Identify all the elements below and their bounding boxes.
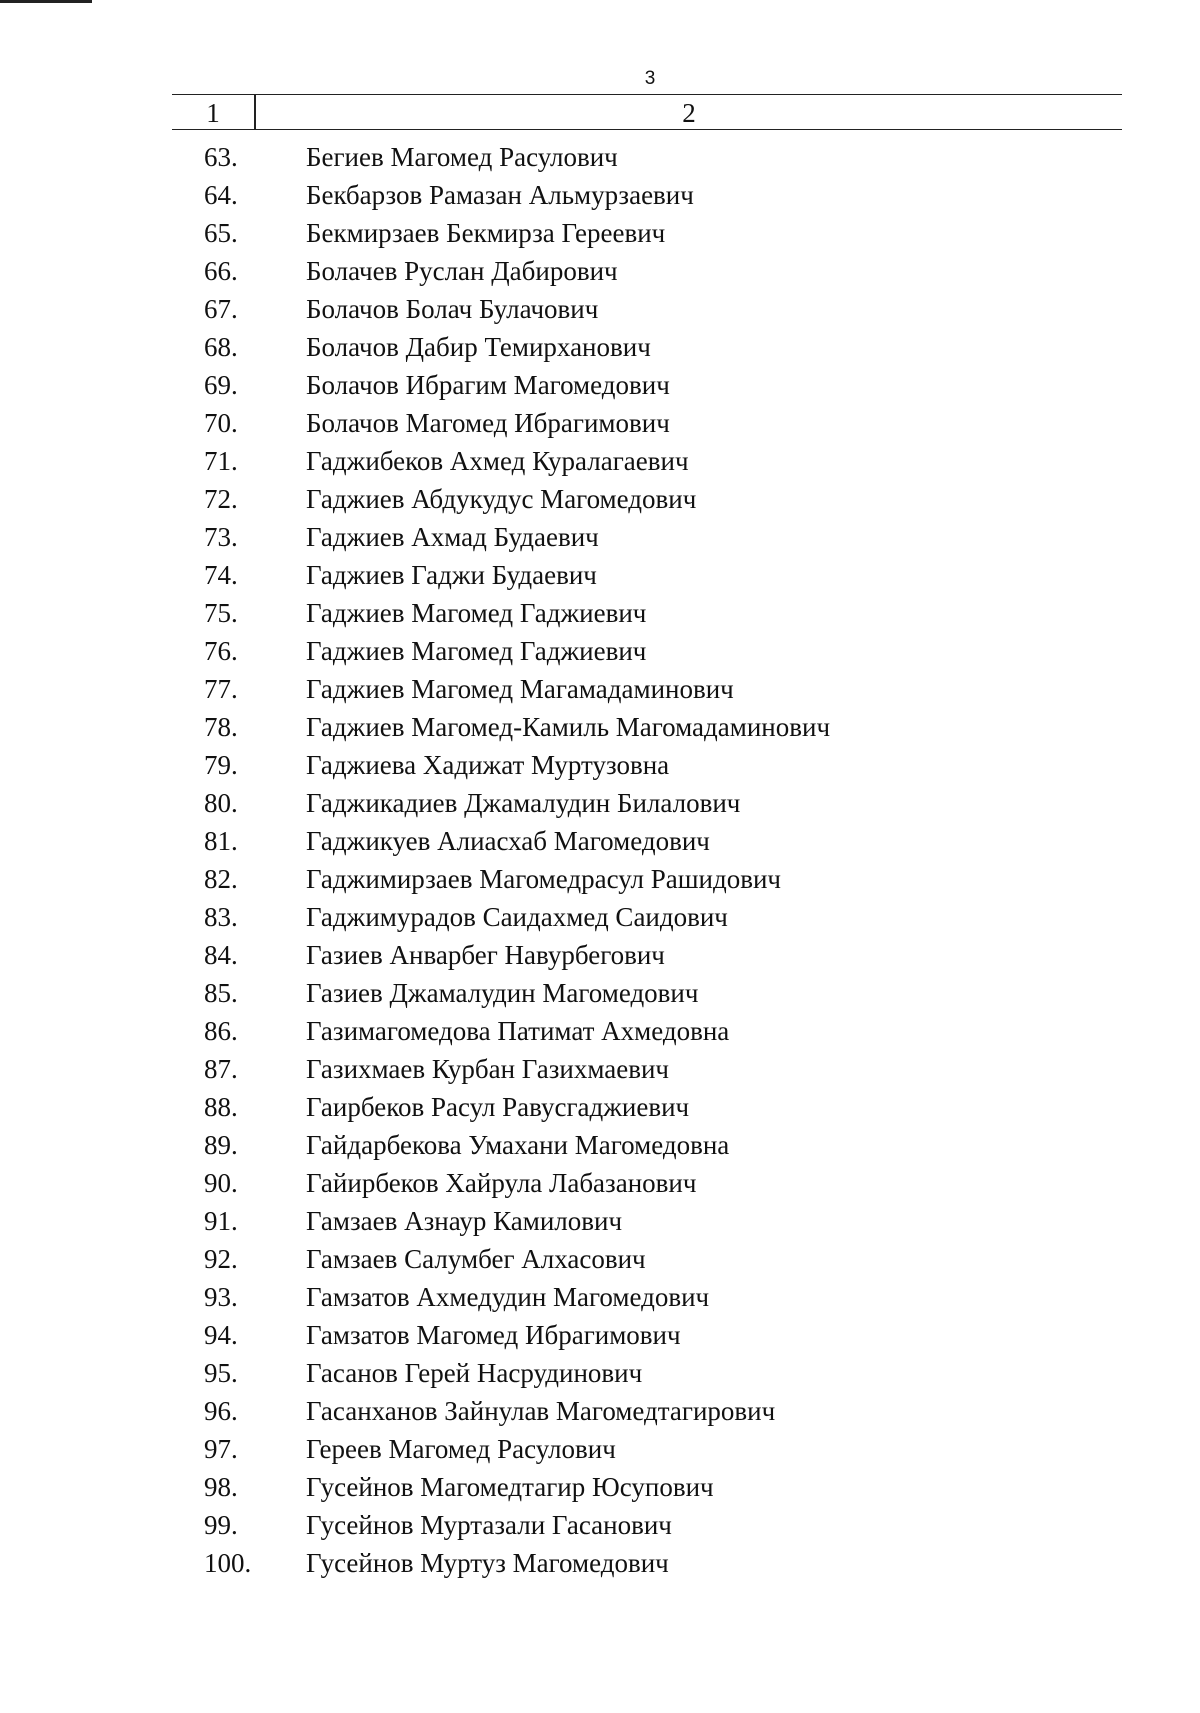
list-item-number: 82. (204, 864, 238, 894)
list-item (0, 138, 1200, 176)
list-item (0, 898, 1200, 936)
list-item-name: Гереев Магомед Расулович (306, 1434, 616, 1464)
list-item-number: 98. (204, 1472, 238, 1502)
list-item-number: 71. (204, 446, 238, 476)
list-item-number: 99. (204, 1510, 238, 1540)
list-item (0, 1126, 1200, 1164)
column-header-name: 2 (682, 98, 696, 128)
list-item-number: 64. (204, 180, 238, 210)
list-item-number: 84. (204, 940, 238, 970)
list-item (0, 746, 1200, 784)
list-item (0, 1240, 1200, 1278)
scan-edge-mark (0, 0, 92, 3)
list-item (0, 1468, 1200, 1506)
list-item-number: 67. (204, 294, 238, 324)
name-list (0, 138, 1200, 1582)
list-item-name: Гамзаев Салумбег Алхасович (306, 1244, 646, 1274)
list-item-name: Бегиев Магомед Расулович (306, 142, 618, 172)
list-item-name: Гаджикадиев Джамалудин Билалович (306, 788, 741, 818)
list-item (0, 290, 1200, 328)
list-item (0, 708, 1200, 746)
list-item (0, 556, 1200, 594)
list-item (0, 214, 1200, 252)
list-item-number: 87. (204, 1054, 238, 1084)
list-item (0, 480, 1200, 518)
list-item-number: 77. (204, 674, 238, 704)
list-item-name: Гамзатов Ахмедудин Магомедович (306, 1282, 710, 1312)
list-item-name: Гайдарбекова Умахани Магомедовна (306, 1130, 730, 1160)
list-item-number: 93. (204, 1282, 238, 1312)
list-item-name: Болачов Болач Булачович (306, 294, 599, 324)
list-item (0, 822, 1200, 860)
list-item (0, 1392, 1200, 1430)
list-item-number: 90. (204, 1168, 238, 1198)
list-item-name: Гаджиев Магомед-Камиль Магомадаминович (306, 712, 831, 742)
list-item-number: 95. (204, 1358, 238, 1388)
list-item-number: 89. (204, 1130, 238, 1160)
list-item-number: 75. (204, 598, 238, 628)
list-item-number: 91. (204, 1206, 238, 1236)
list-item-number: 69. (204, 370, 238, 400)
list-item (0, 1316, 1200, 1354)
list-item-number: 68. (204, 332, 238, 362)
list-item-name: Болачов Дабир Темирханович (306, 332, 651, 362)
list-item-name: Болачов Магомед Ибрагимович (306, 408, 670, 438)
list-item-name: Болачев Руслан Дабирович (306, 256, 618, 286)
list-item-number: 74. (204, 560, 238, 590)
list-item-number: 72. (204, 484, 238, 514)
list-item-number: 96. (204, 1396, 238, 1426)
list-item (0, 784, 1200, 822)
list-item-number: 79. (204, 750, 238, 780)
list-item-name: Гаджиев Абдукудус Магомедович (306, 484, 697, 514)
list-item (0, 252, 1200, 290)
list-item-number: 66. (204, 256, 238, 286)
list-item-name: Гаджимирзаев Магомедрасул Рашидович (306, 864, 781, 894)
list-item-name: Гаджиев Магомед Гаджиевич (306, 598, 647, 628)
list-item (0, 1430, 1200, 1468)
table-header (172, 94, 1122, 130)
list-item (0, 1012, 1200, 1050)
list-item (0, 1278, 1200, 1316)
column-header-number: 1 (206, 98, 220, 128)
list-item-name: Гамзаев Азнаур Камилович (306, 1206, 623, 1236)
list-item-number: 70. (204, 408, 238, 438)
list-item-name: Гайирбеков Хайрула Лабазанович (306, 1168, 697, 1198)
list-item-number: 65. (204, 218, 238, 248)
list-item-name: Гаджибеков Ахмед Куралагаевич (306, 446, 689, 476)
list-item (0, 404, 1200, 442)
list-item-name: Гусейнов Муртуз Магомедович (306, 1548, 669, 1578)
list-item (0, 366, 1200, 404)
list-item (0, 1202, 1200, 1240)
list-item-name: Гасанханов Зайнулав Магомедтагирович (306, 1396, 776, 1426)
list-item (0, 974, 1200, 1012)
list-item-number: 80. (204, 788, 238, 818)
list-item (0, 1354, 1200, 1392)
list-item (0, 1544, 1200, 1582)
list-item (0, 1088, 1200, 1126)
list-item-name: Гасанов Герей Насрудинович (306, 1358, 643, 1388)
list-item-name: Бекмирзаев Бекмирза Гереевич (306, 218, 666, 248)
list-item (0, 442, 1200, 480)
list-item-name: Гаирбеков Расул Равусгаджиевич (306, 1092, 690, 1122)
list-item-name: Газихмаев Курбан Газихмаевич (306, 1054, 669, 1084)
list-item (0, 632, 1200, 670)
list-item-name: Газиев Анварбег Навурбегович (306, 940, 665, 970)
list-item (0, 328, 1200, 366)
list-item-number: 100. (204, 1548, 252, 1578)
list-item (0, 670, 1200, 708)
list-item-number: 86. (204, 1016, 238, 1046)
list-item-name: Гаджиев Магомед Магамадаминович (306, 674, 734, 704)
list-item (0, 518, 1200, 556)
list-item-number: 83. (204, 902, 238, 932)
list-item-number: 81. (204, 826, 238, 856)
list-item (0, 176, 1200, 214)
list-item-name: Гаджикуев Алиасхаб Магомедович (306, 826, 710, 856)
list-item (0, 936, 1200, 974)
list-item-number: 88. (204, 1092, 238, 1122)
list-item (0, 1506, 1200, 1544)
list-item-name: Газиев Джамалудин Магомедович (306, 978, 699, 1008)
list-item-name: Гамзатов Магомед Ибрагимович (306, 1320, 681, 1350)
list-item-name: Болачов Ибрагим Магомедович (306, 370, 670, 400)
list-item-number: 85. (204, 978, 238, 1008)
list-item-name: Гаджиева Хадижат Муртузовна (306, 750, 670, 780)
list-item-name: Газимагомедова Патимат Ахмедовна (306, 1016, 730, 1046)
list-item-number: 63. (204, 142, 238, 172)
list-item-number: 73. (204, 522, 238, 552)
list-item-name: Гусейнов Магомедтагир Юсупович (306, 1472, 714, 1502)
list-item-number: 94. (204, 1320, 238, 1350)
list-item (0, 1164, 1200, 1202)
list-item-number: 76. (204, 636, 238, 666)
list-item (0, 594, 1200, 632)
list-item-number: 78. (204, 712, 238, 742)
list-item-name: Бекбарзов Рамазан Альмурзаевич (306, 180, 694, 210)
list-item-name: Гаджимурадов Саидахмед Саидович (306, 902, 728, 932)
list-item (0, 860, 1200, 898)
list-item-name: Гусейнов Муртазали Гасанович (306, 1510, 672, 1540)
list-item-name: Гаджиев Магомед Гаджиевич (306, 636, 647, 666)
list-item-name: Гаджиев Ахмад Будаевич (306, 522, 599, 552)
list-item-number: 92. (204, 1244, 238, 1274)
list-item-name: Гаджиев Гаджи Будаевич (306, 560, 597, 590)
list-item-number: 97. (204, 1434, 238, 1464)
page-number: 3 (644, 68, 656, 89)
list-item (0, 1050, 1200, 1088)
